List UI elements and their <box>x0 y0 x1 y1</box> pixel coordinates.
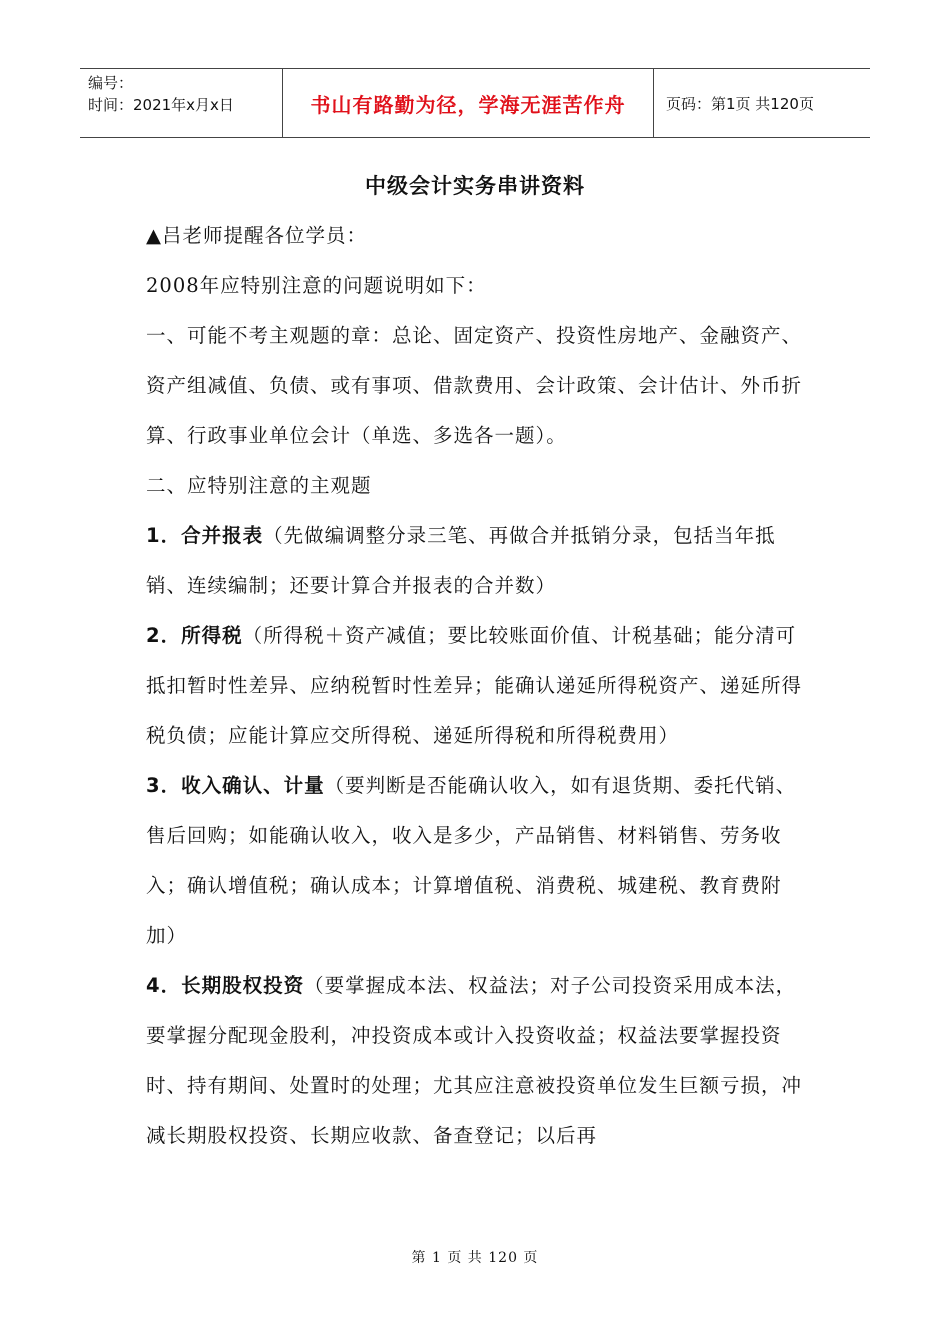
item-text: （所得税＋资产减值；要比较账面价值、计税基础；能分清可抵扣暂时性差异、应纳税暂时性差异；能确认递延所得税资产、递延所得税负债；应能计算应交所得税、递延所得税和所得税费用） <box>146 624 803 747</box>
item-text: （要判断是否能确认收入，如有退货期、委托代销、售后回购；如能确认收入，收入是多少，产品销售、材料销售、劳务收入；确认增值税；确认成本；计算增值税、消费税、城建税、教育费附加） <box>146 774 797 947</box>
item-heading: 4．长期股权投资 <box>146 974 305 997</box>
intro-line: 2008年应特别注意的问题说明如下： <box>146 274 487 297</box>
item-income-tax <box>146 611 811 761</box>
item-long-term-equity-investment <box>146 961 811 1161</box>
item-heading: 2．所得税 <box>146 624 243 647</box>
document-title: 中级会计实务串讲资料 <box>365 174 585 198</box>
item-text: （要掌握成本法、权益法；对子公司投资采用成本法，要掌握分配现金股利，冲投资成本或计入投资收益；权益法要掌握投资时、持有期间、处置时的处理；尤其应注意被投资单位发生巨额亏损，冲减长期股权投资、长期应收款、备查登记；以后再 <box>146 974 803 1147</box>
item-merged-statements <box>146 511 811 611</box>
header-page-code: 页码：第1页 共120页 <box>666 94 814 113</box>
item-revenue-recognition <box>146 761 811 961</box>
page-header <box>80 68 870 138</box>
item-text: （先做编调整分录三笔、再做合并抵销分录，包括当年抵销、连续编制；还要计算合并报表的合并数） <box>146 524 776 597</box>
header-motto: 书山有路勤为径，学海无涯苦作舟 <box>282 69 654 137</box>
item-heading: 1．合并报表 <box>146 524 264 547</box>
document-body <box>146 211 811 1161</box>
item-heading: 3．收入确认、计量 <box>146 774 325 797</box>
doc-date-label: 时间：2021年x月x日 <box>88 96 234 114</box>
page-footer: 第 1 页 共 120 页 <box>411 1250 539 1266</box>
section-one-paragraph: 一、可能不考主观题的章：总论、固定资产、投资性房地产、金融资产、资产组减值、负债、或有事项、借款费用、会计政策、会计估计、外币折算、行政事业单位会计（单选、多选各一题）。 <box>146 324 803 447</box>
doc-number-label: 编号： <box>88 74 134 92</box>
header-meta <box>80 69 282 137</box>
reminder-line: ▲吕老师提醒各位学员： <box>146 224 367 247</box>
section-two-heading: 二、应特别注意的主观题 <box>146 474 372 497</box>
